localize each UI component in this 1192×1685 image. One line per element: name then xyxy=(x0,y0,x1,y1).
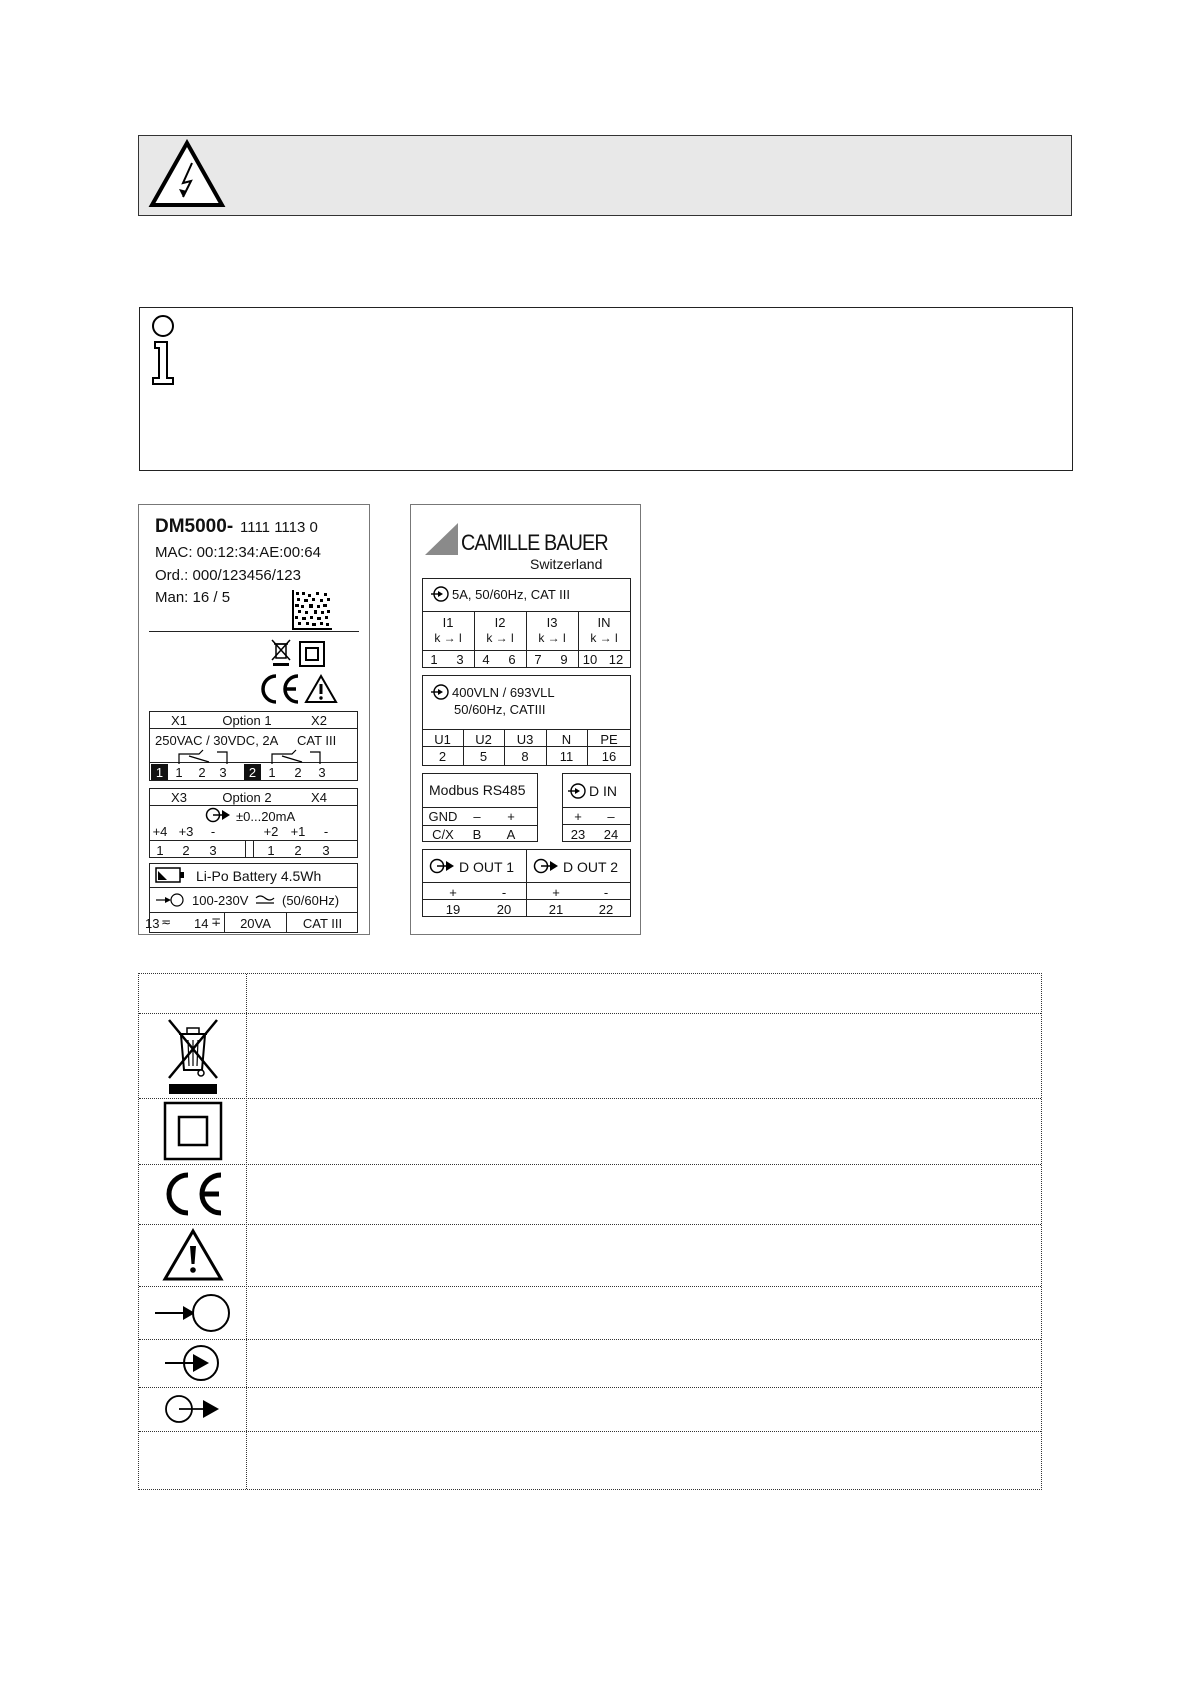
type-plate-right xyxy=(410,504,641,935)
power-rating: 20VA xyxy=(240,916,271,931)
current-channel: IN xyxy=(597,615,611,630)
analog-pin: 3 xyxy=(209,843,217,858)
analog-sign: +2 xyxy=(263,824,279,839)
power-supply-icon xyxy=(153,1290,233,1336)
supply-voltage: 100-230V xyxy=(192,893,249,908)
manufacture-date: Man: 16 / 5 xyxy=(155,589,231,606)
dout-pin: 22 xyxy=(598,902,614,917)
dout-sign: - xyxy=(501,885,507,900)
analog-pin: 3 xyxy=(322,843,330,858)
voltage-channel: PE xyxy=(600,732,618,747)
double-insulation-icon xyxy=(163,1101,223,1161)
current-pin: 6 xyxy=(508,652,516,667)
current-pin: 3 xyxy=(456,652,464,667)
current-pin: 10 xyxy=(582,652,598,667)
relay2-contact-icon xyxy=(262,748,332,764)
current-direction: k → l xyxy=(434,631,462,645)
high-voltage-warning-icon xyxy=(148,139,226,209)
output-icon xyxy=(163,1393,223,1425)
output-small-icon xyxy=(429,858,455,874)
dc-symbol-icon: ∓ xyxy=(211,915,222,929)
relay-rating: 250VAC / 30VDC, 2A xyxy=(155,733,279,748)
relay2-pin: 2 xyxy=(294,765,302,780)
voltage-pin: 16 xyxy=(601,749,617,764)
caution-small-icon xyxy=(304,673,338,705)
analog-pin: 1 xyxy=(267,843,275,858)
type-plate-left xyxy=(138,504,370,935)
legend-row-double-insulation xyxy=(139,1098,246,1164)
voltage-pin: 2 xyxy=(438,749,447,764)
din-pin: 23 xyxy=(570,827,586,842)
camille-bauer-logo xyxy=(423,521,459,557)
analog-sign: +3 xyxy=(178,824,194,839)
relay1-pin: 3 xyxy=(219,765,227,780)
voltage-channel: U3 xyxy=(516,732,534,747)
voltage-pin: 8 xyxy=(521,749,529,764)
caution-icon xyxy=(162,1228,224,1282)
weee-bin-small-icon xyxy=(270,639,292,667)
current-input-spec: 5A, 50/60Hz, CAT III xyxy=(452,587,571,602)
current-direction: k → l xyxy=(486,631,514,645)
voltage-pin: 11 xyxy=(559,749,574,764)
din-pin: 24 xyxy=(603,827,619,842)
brand-country: Switzerland xyxy=(530,556,603,572)
dout2-title: D OUT 2 xyxy=(563,859,618,875)
warning-box xyxy=(138,135,1072,216)
relay1-pin: 1 xyxy=(175,765,183,780)
current-channel: I1 xyxy=(442,615,454,630)
legend-row-input xyxy=(139,1339,246,1387)
dout-sign: + xyxy=(449,885,457,900)
voltage-channel: U2 xyxy=(475,732,492,747)
model-code: 1111 1113 0 xyxy=(240,519,318,536)
analog-pin: 2 xyxy=(182,843,190,858)
battery-spec: Li-Po Battery 4.5Wh xyxy=(196,868,322,884)
weee-bin-icon xyxy=(161,1016,225,1096)
terminal-13: 13 xyxy=(145,916,160,931)
ac-dc-icon xyxy=(255,894,275,906)
modbus-label: + xyxy=(507,809,515,824)
legend-row-ce xyxy=(139,1164,246,1224)
current-channel: I2 xyxy=(494,615,506,630)
current-direction: k → l xyxy=(590,631,618,645)
current-channel: I3 xyxy=(546,615,558,630)
ce-mark-icon xyxy=(161,1170,225,1218)
voltage-channel: N xyxy=(561,732,572,747)
power-cat: CAT III xyxy=(302,916,343,931)
current-pin: 4 xyxy=(482,652,490,667)
legend-row-output xyxy=(139,1387,246,1431)
modbus-label: GND xyxy=(428,809,458,824)
analog-sign: - xyxy=(210,824,216,839)
modbus-title: Modbus RS485 xyxy=(429,782,526,798)
ce-mark-small-icon xyxy=(257,673,301,705)
terminal-14: 14 xyxy=(194,916,209,931)
dout1-title: D OUT 1 xyxy=(459,859,514,875)
relay1-contact-icon xyxy=(169,748,239,764)
relay1-pin: 2 xyxy=(198,765,206,780)
relay2-marker: 2 xyxy=(244,764,261,780)
dout-pin: 19 xyxy=(445,902,461,917)
legend-row-power-supply xyxy=(139,1286,246,1339)
relay1-marker: 1 xyxy=(151,764,168,780)
legend-row-weee xyxy=(139,1013,246,1098)
analog-sign: - xyxy=(323,824,329,839)
dout-pin: 20 xyxy=(496,902,512,917)
dout-sign: - xyxy=(603,885,609,900)
dout-sign: + xyxy=(552,885,560,900)
ac-symbol-icon: ≂ xyxy=(161,915,172,929)
relay2-pin: 3 xyxy=(318,765,326,780)
x3-label: X3 xyxy=(171,790,187,805)
information-box xyxy=(139,307,1073,471)
information-icon xyxy=(149,314,179,388)
din-sign: + xyxy=(574,809,582,824)
data-matrix-code-icon xyxy=(292,590,332,630)
symbol-legend-table xyxy=(138,973,1042,1490)
modbus-label: A xyxy=(506,827,516,842)
voltage-input-spec: 400VLN / 693VLL xyxy=(452,685,555,700)
supply-frequency: (50/60Hz) xyxy=(282,893,340,908)
current-pin: 12 xyxy=(608,652,624,667)
dout-pin: 21 xyxy=(548,902,564,917)
current-pin: 1 xyxy=(430,652,438,667)
voltage-channel: U1 xyxy=(434,732,451,747)
current-pin: 7 xyxy=(534,652,542,667)
input-small-icon xyxy=(431,683,449,701)
relay-cat: CAT III xyxy=(297,733,337,748)
order-number: Ord.: 000/123456/123 xyxy=(155,567,301,584)
modbus-label: C/X xyxy=(432,827,454,842)
brand-name: CAMILLE BAUER xyxy=(461,530,608,555)
input-small-icon xyxy=(431,585,449,603)
x1-label: X1 xyxy=(171,713,187,728)
x2-label: X2 xyxy=(311,713,327,728)
input-small-icon xyxy=(568,782,586,800)
option2-label: Option 2 xyxy=(222,790,272,805)
modbus-label: B xyxy=(472,827,482,842)
current-direction: k → l xyxy=(538,631,566,645)
option1-label: Option 1 xyxy=(222,713,272,728)
relay2-pin: 1 xyxy=(268,765,276,780)
double-insulation-small-icon xyxy=(299,641,325,667)
analog-pin: 1 xyxy=(156,843,164,858)
modbus-label: – xyxy=(473,809,481,824)
x4-label: X4 xyxy=(311,790,327,805)
plate-divider xyxy=(149,631,359,632)
mac-address: MAC: 00:12:34:AE:00:64 xyxy=(155,544,321,561)
din-sign: – xyxy=(607,809,615,824)
legend-row-caution xyxy=(139,1224,246,1286)
battery-icon xyxy=(155,867,185,883)
model-prefix: DM5000- xyxy=(155,516,234,537)
input-icon xyxy=(163,1343,223,1383)
current-pin: 9 xyxy=(560,652,568,667)
supply-icon xyxy=(155,892,185,908)
analog-pin: 2 xyxy=(294,843,302,858)
voltage-input-freq: 50/60Hz, CATIII xyxy=(454,702,546,717)
voltage-pin: 5 xyxy=(479,749,488,764)
analog-range: ±0...20mA xyxy=(236,809,296,824)
analog-sign: +1 xyxy=(290,824,306,839)
output-small-icon xyxy=(533,858,559,874)
analog-sign: +4 xyxy=(152,824,168,839)
digital-input-title: D IN xyxy=(589,783,617,799)
output-small-icon xyxy=(205,807,231,823)
